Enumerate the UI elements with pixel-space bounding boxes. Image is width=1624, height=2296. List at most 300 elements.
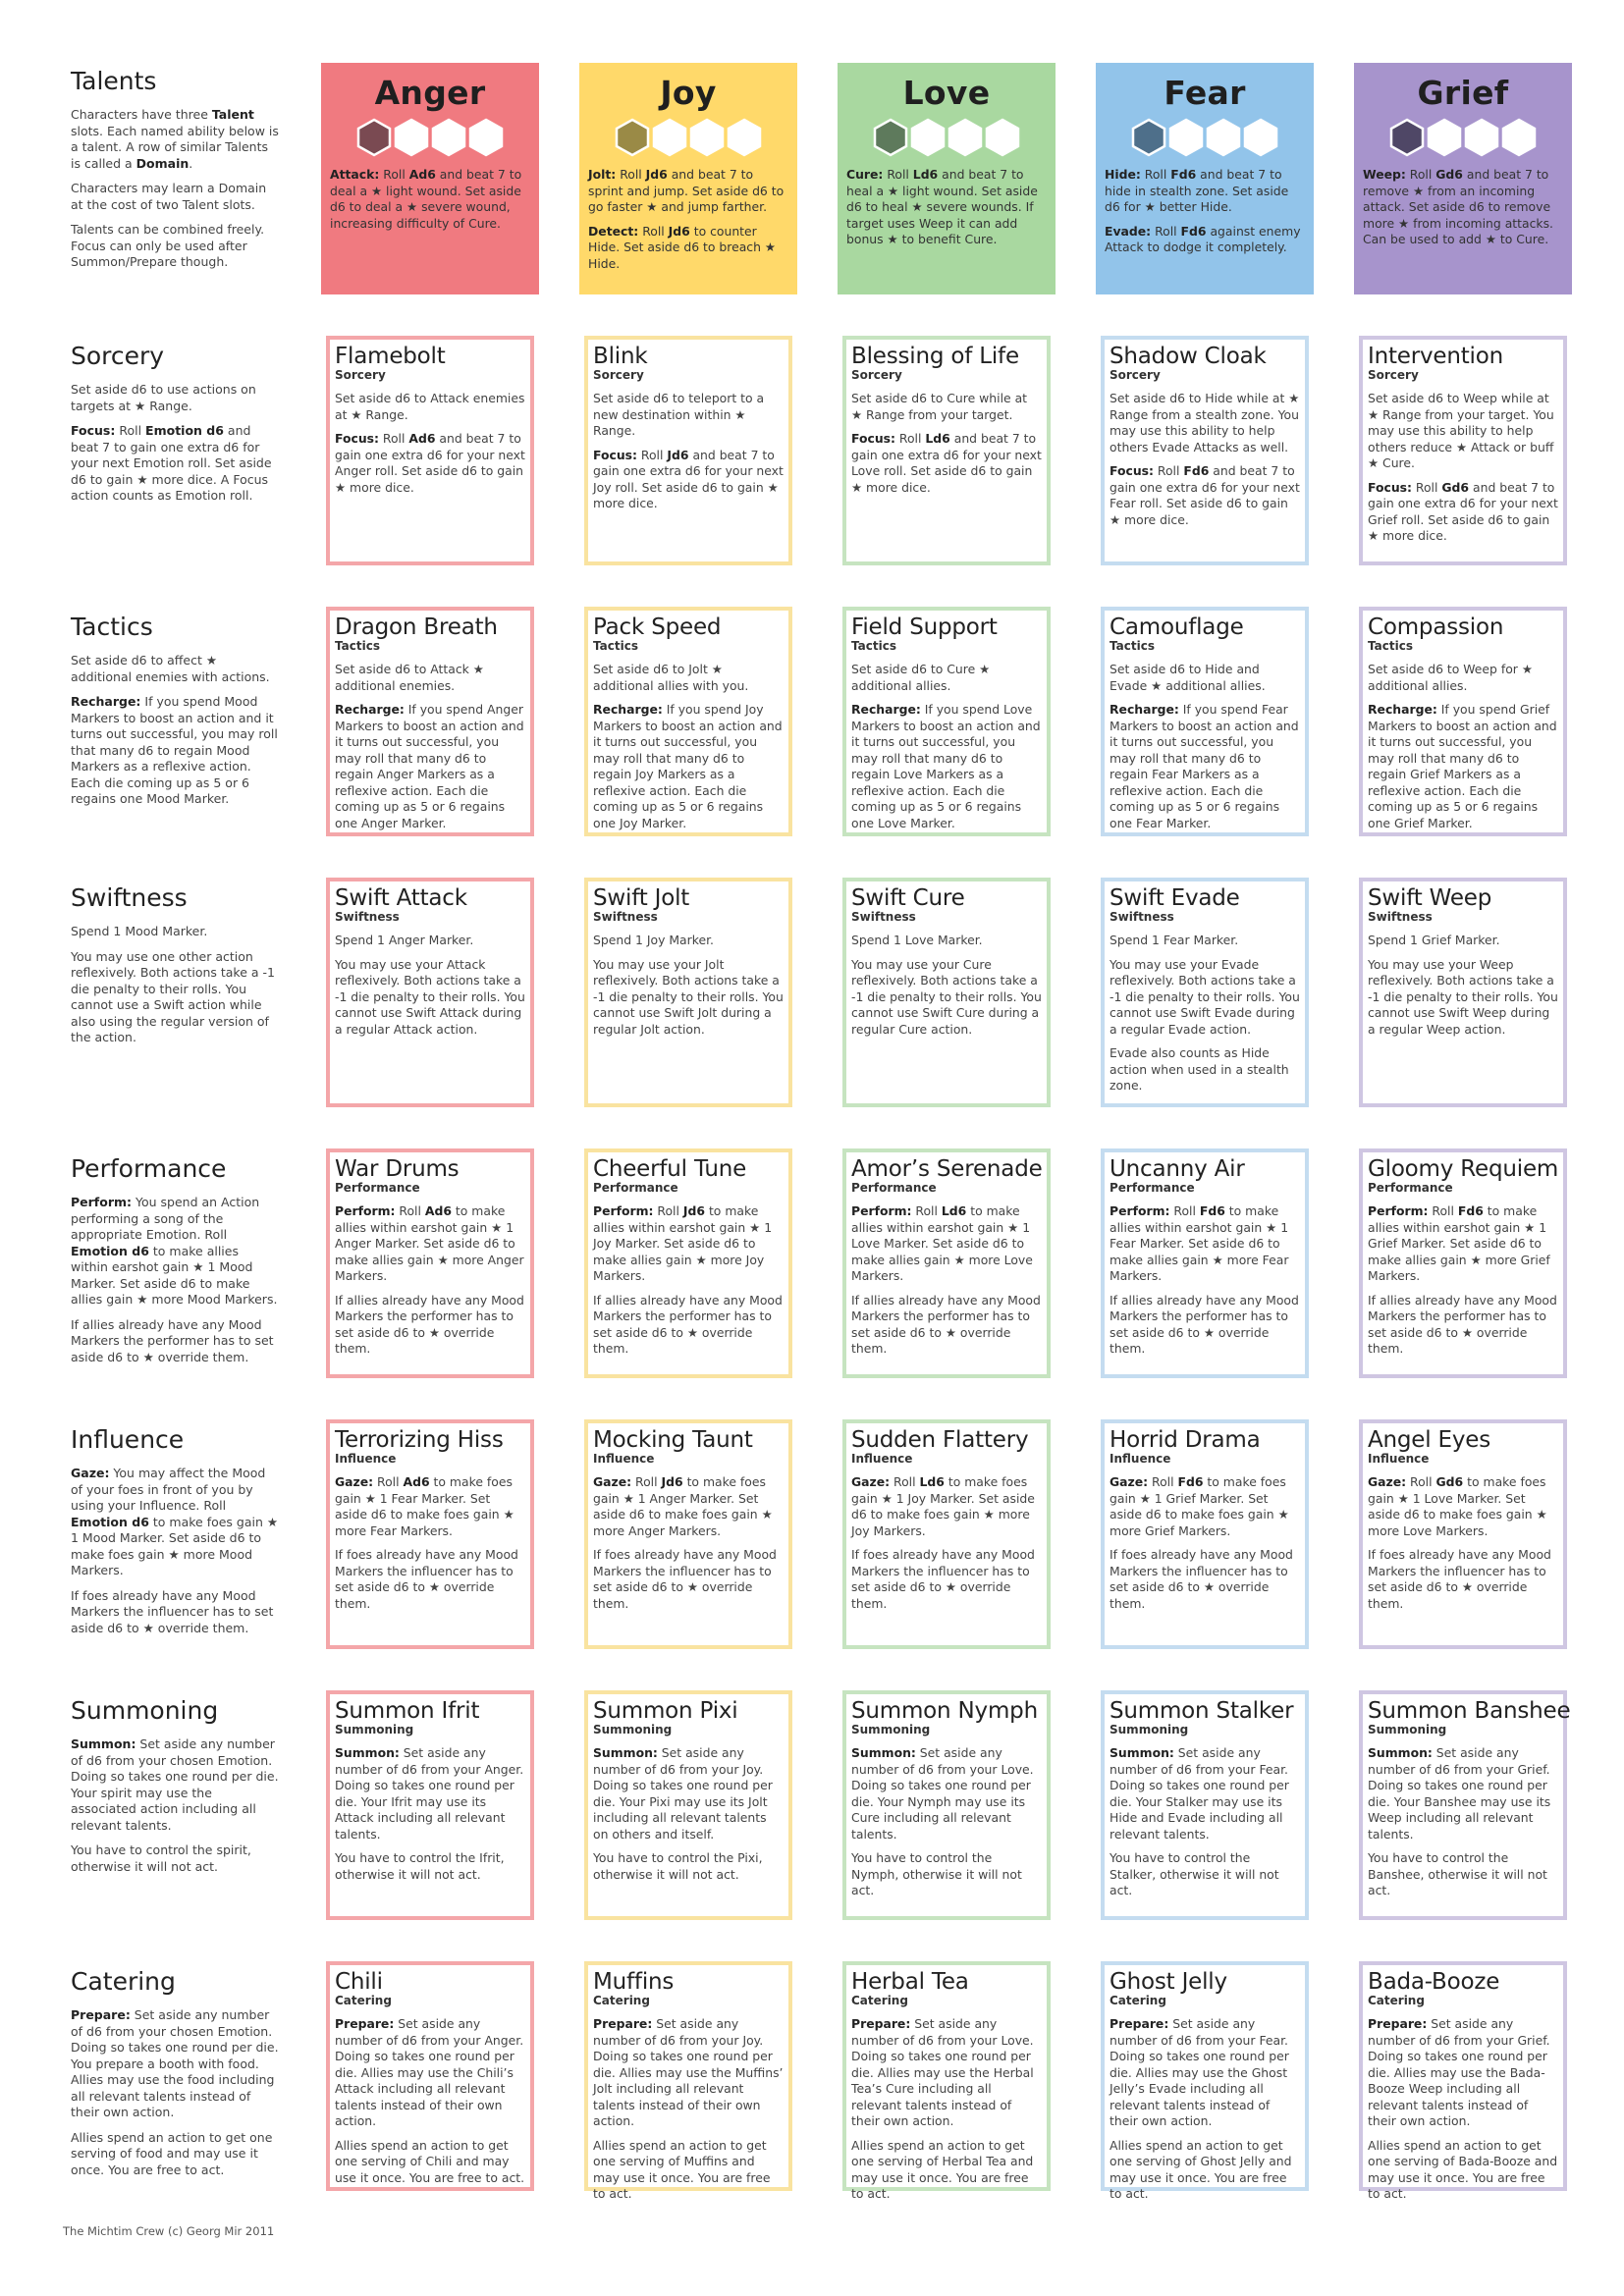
emotion-rules bbox=[846, 167, 1047, 248]
empty-hexagon-icon bbox=[431, 118, 466, 157]
empty-hexagon-icon bbox=[947, 118, 983, 157]
talent-rules bbox=[851, 1203, 1042, 1358]
paragraph: Characters may learn a Domain at the cost of two Talent slots. bbox=[71, 181, 267, 212]
talent-domain-label: Performance bbox=[851, 1181, 937, 1195]
paragraph: Spend 1 Joy Marker. bbox=[593, 933, 714, 947]
paragraph: If allies already have any Mood Markers the performer has to set aside d6 to ★ override them. bbox=[593, 1292, 783, 1356]
talent-title: Camouflage bbox=[1110, 614, 1244, 640]
talent-card-field-support bbox=[842, 607, 1051, 836]
talent-domain-label: Performance bbox=[593, 1181, 678, 1195]
paragraph: Set aside d6 to Weep for ★ additional allies. bbox=[1368, 662, 1533, 693]
emotion-card-grief bbox=[1354, 63, 1572, 294]
talent-rules bbox=[593, 662, 784, 831]
domain-description bbox=[71, 1696, 279, 1884]
paragraph: Summon: Set aside any number of d6 from your Fear. Doing so takes one round per die. Your Stalker may use its Hide and Evade including all relevant talents. bbox=[1110, 1745, 1289, 1842]
talent-card-blink bbox=[584, 336, 792, 565]
paragraph: Prepare: Set aside any number of d6 from your Fear. Doing so takes one round per die. Allies may use the Ghost Jelly’s Evade including all relevant talents instead of their own action. bbox=[1110, 2016, 1289, 2128]
talent-card-muffins bbox=[584, 1961, 792, 2201]
talent-rules bbox=[335, 2016, 525, 2186]
talent-domain-label: Swiftness bbox=[593, 910, 658, 924]
paragraph: Perform: Roll Jd6 to make allies within earshot gain ★ 1 Joy Marker. Set aside d6 to make allies gain ★ more Joy Markers. bbox=[593, 1203, 773, 1283]
talent-card-sudden-flattery bbox=[842, 1419, 1051, 1649]
talent-domain-label: Catering bbox=[851, 1994, 908, 2007]
empty-hexagon-icon bbox=[1243, 118, 1278, 157]
paragraph: Hide: Roll Fd6 and beat 7 to hide in stealth zone. Set aside d6 for ★ better Hide. bbox=[1105, 167, 1289, 214]
talent-domain-label: Catering bbox=[593, 1994, 650, 2007]
paragraph: If foes already have any Mood Markers the influencer has to set aside d6 to ★ override them. bbox=[71, 1587, 274, 1635]
paragraph: Jolt: Roll Jd6 and beat 7 to sprint and jump. Set aside d6 to go faster ★ and jump farther. bbox=[588, 167, 785, 214]
talent-card-shadow-cloak bbox=[1101, 336, 1309, 565]
talent-card-angel-eyes bbox=[1359, 1419, 1567, 1649]
paragraph: Focus: Roll Emotion d6 and beat 7 to gain one extra d6 for your next Emotion roll. Set aside d6 to gain ★ more dice. A Focus action counts as Emotion roll. bbox=[71, 423, 272, 503]
talent-title: Summon Nymph bbox=[851, 1698, 1038, 1724]
talent-card-compassion bbox=[1359, 607, 1567, 836]
paragraph: Allies spend an action to get one serving of food and may use it once. You are free to act. bbox=[71, 2129, 273, 2177]
empty-hexagon-icon bbox=[1427, 118, 1462, 157]
paragraph: Summon: Set aside any number of d6 from your Grief. Doing so takes one round per die. Your Banshee may use its Weep including all relevant talents. bbox=[1368, 1745, 1551, 1842]
paragraph: Recharge: If you spend Mood Markers to boost an action and it turns out successful, you may roll that many d6 to regain Mood Markers as a reflexive action. Each die coming up as 5 or 6 regains one Mood Marker. bbox=[71, 694, 278, 806]
talent-title: Summon Ifrit bbox=[335, 1698, 480, 1724]
paragraph: Set aside d6 to Cure while at ★ Range from your target. bbox=[851, 391, 1028, 422]
talent-domain-label: Performance bbox=[1110, 1181, 1195, 1195]
talent-card-summon-ifrit bbox=[326, 1690, 534, 1920]
talent-title: Swift Cure bbox=[851, 885, 965, 911]
talent-title: Dragon Breath bbox=[335, 614, 498, 640]
empty-hexagon-icon bbox=[1501, 118, 1537, 157]
domain-title: Summoning bbox=[71, 1696, 219, 1725]
talent-title: Pack Speed bbox=[593, 614, 722, 640]
talent-card-mocking-taunt bbox=[584, 1419, 792, 1649]
emotion-dice bbox=[1363, 118, 1563, 157]
domain-row-tactics bbox=[0, 607, 1624, 836]
talent-title: Terrorizing Hiss bbox=[335, 1427, 504, 1453]
talent-rules bbox=[1110, 1203, 1300, 1358]
talent-domain-label: Sorcery bbox=[593, 368, 644, 382]
talent-title: Summon Pixi bbox=[593, 1698, 738, 1724]
talent-title: Intervention bbox=[1368, 344, 1503, 369]
paragraph: Set aside d6 to Weep while at ★ Range from your target. You may use this ability to help others reduce ★ Attack or buff ★ Cure. bbox=[1368, 391, 1554, 470]
domain-description bbox=[71, 342, 279, 513]
talent-title: Field Support bbox=[851, 614, 998, 640]
talent-rules bbox=[851, 1474, 1042, 1612]
talent-card-herbal-tea bbox=[842, 1961, 1051, 2201]
talent-domain-label: Swiftness bbox=[335, 910, 400, 924]
paragraph: Summon: Set aside any number of d6 from your chosen Emotion. Doing so takes one round per die. Your spirit may use the associated action including all relevant talents. bbox=[71, 1736, 279, 1833]
filled-hexagon-icon bbox=[873, 118, 908, 157]
talent-card-swift-evade bbox=[1101, 878, 1309, 1107]
paragraph: If allies already have any Mood Markers the performer has to set aside d6 to ★ override them. bbox=[335, 1292, 524, 1356]
talent-rules bbox=[593, 1745, 784, 1883]
paragraph: Prepare: Set aside any number of d6 from your Grief. Doing so takes one round per die. Allies may use the Bada-Booze Weep including all relevant talents instead of their own action. bbox=[1368, 2016, 1550, 2128]
paragraph: Gaze: You may affect the Mood of your foes in front of you by using your Influence. Roll Emotion d6 to make foes gain ★ 1 Mood Marker. Set aside d6 to make foes gain ★ more Mood Markers. bbox=[71, 1466, 279, 1577]
paragraph: Cure: Roll Ld6 and beat 7 to heal a ★ light wound. Set aside d6 to heal ★ severe wounds. If target uses Weep it can add bonus ★ to benefit Cure. bbox=[846, 167, 1038, 246]
paragraph: If foes already have any Mood Markers the influencer has to set aside d6 to ★ override them. bbox=[593, 1547, 777, 1611]
talent-domain-label: Tactics bbox=[593, 639, 638, 653]
talent-rules bbox=[593, 1203, 784, 1358]
emotion-card-fear bbox=[1096, 63, 1314, 294]
empty-hexagon-icon bbox=[468, 118, 504, 157]
talent-domain-label: Tactics bbox=[1110, 639, 1155, 653]
paragraph: Set aside d6 to affect ★ additional enemies with actions. bbox=[71, 653, 270, 684]
domain-title: Performance bbox=[71, 1154, 227, 1183]
talent-card-blessing-of-life bbox=[842, 336, 1051, 565]
paragraph: Gaze: Roll Ad6 to make foes gain ★ 1 Fear Marker. Set aside d6 to make foes gain ★ more Fear Markers. bbox=[335, 1474, 514, 1538]
talent-domain-label: Catering bbox=[1110, 1994, 1166, 2007]
talent-card-ghost-jelly bbox=[1101, 1961, 1309, 2201]
paragraph: If allies already have any Mood Markers the performer has to set aside d6 to ★ override them. bbox=[71, 1316, 274, 1364]
talent-card-summon-stalker bbox=[1101, 1690, 1309, 1920]
domain-text bbox=[71, 1736, 279, 1875]
domain-text bbox=[71, 924, 279, 1046]
paragraph: You have to control the Stalker, otherwise it will not act. bbox=[1110, 1850, 1279, 1897]
emotions-row bbox=[0, 63, 1624, 298]
talent-rules bbox=[1368, 662, 1558, 831]
talent-title: Blessing of Life bbox=[851, 344, 1019, 369]
paragraph: You may use your Jolt reflexively. Both actions take a -1 die penalty to their rolls. You cannot use Swift Jolt during a regular Jolt action. bbox=[593, 956, 784, 1037]
paragraph: Summon: Set aside any number of d6 from your Joy. Doing so takes one round per die. Your Pixi may use its Jolt including all relevant talents on others and itself. bbox=[593, 1745, 773, 1842]
domain-text bbox=[71, 1195, 279, 1365]
talent-domain-label: Sorcery bbox=[1368, 368, 1419, 382]
talent-domain-label: Performance bbox=[335, 1181, 420, 1195]
talent-domain-label: Catering bbox=[335, 1994, 392, 2007]
domain-text bbox=[71, 1466, 279, 1636]
paragraph: Focus: Roll Gd6 and beat 7 to gain one extra d6 for your next Grief roll. Set aside d6 to gain ★ more dice. bbox=[1368, 479, 1558, 543]
talent-card-terrorizing-hiss bbox=[326, 1419, 534, 1649]
emotion-card-joy bbox=[579, 63, 797, 294]
paragraph: Talents can be combined freely. Focus can only be used after Summon/Prepare though. bbox=[71, 222, 265, 269]
filled-hexagon-icon bbox=[1131, 118, 1166, 157]
talent-rules bbox=[593, 2016, 784, 2203]
talent-card-war-drums bbox=[326, 1148, 534, 1378]
domain-title: Swiftness bbox=[71, 883, 188, 912]
paragraph: You may use your Weep reflexively. Both actions take a -1 die penalty to their rolls. You cannot use Swift Weep during a regular Weep action. bbox=[1368, 956, 1558, 1037]
paragraph: Set aside d6 to Attack ★ additional enemies. bbox=[335, 662, 484, 693]
paragraph: Recharge: If you spend Joy Markers to boost an action and it turns out successful, you may roll that many d6 to regain Joy Markers as a reflexive action. Each die coming up as 5 or 6 regains one Joy Marker. bbox=[593, 702, 783, 830]
talent-title: Summon Banshee bbox=[1368, 1698, 1571, 1724]
domain-text bbox=[71, 653, 279, 808]
emotion-dice bbox=[330, 118, 530, 157]
talent-title: Bada-Booze bbox=[1368, 1969, 1500, 1995]
empty-hexagon-icon bbox=[910, 118, 946, 157]
paragraph: Gaze: Roll Fd6 to make foes gain ★ 1 Grief Marker. Set aside d6 to make foes gain ★ more Grief Markers. bbox=[1110, 1474, 1289, 1538]
talent-rules bbox=[1368, 391, 1558, 545]
talent-title: Ghost Jelly bbox=[1110, 1969, 1227, 1995]
copyright-footer: The Michtim Crew (c) Georg Mir 2011 bbox=[63, 2224, 275, 2238]
talent-card-summon-pixi bbox=[584, 1690, 792, 1920]
paragraph: Allies spend an action to get one serving of Chili and may use it once. You are free to act. bbox=[335, 2137, 525, 2185]
paragraph: If allies already have any Mood Markers the performer has to set aside d6 to ★ override them. bbox=[1368, 1292, 1557, 1356]
paragraph: Recharge: If you spend Grief Markers to boost an action and it turns out successful, you may roll that many d6 to regain Grief Markers as a reflexive action. Each die coming up as 5 or 6 regains one Grief Marker. bbox=[1368, 702, 1557, 830]
talent-card-swift-cure bbox=[842, 878, 1051, 1107]
talent-rules bbox=[593, 1474, 784, 1612]
paragraph: Detect: Roll Jd6 to counter Hide. Set aside d6 to breach ★ Hide. bbox=[588, 223, 777, 271]
paragraph: Focus: Roll Fd6 and beat 7 to gain one extra d6 for your next Fear roll. Set aside d6 to gain ★ more dice. bbox=[1110, 463, 1300, 527]
empty-hexagon-icon bbox=[689, 118, 725, 157]
paragraph: If foes already have any Mood Markers the influencer has to set aside d6 to ★ override them. bbox=[851, 1547, 1035, 1611]
paragraph: Recharge: If you spend Love Markers to boost an action and it turns out successful, you may roll that many d6 to regain Love Markers as a reflexive action. Each die coming up as 5 or 6 regains one Love Marker. bbox=[851, 702, 1041, 830]
paragraph: Focus: Roll Ad6 and beat 7 to gain one extra d6 for your next Anger roll. Set aside d6 to gain ★ more dice. bbox=[335, 431, 525, 495]
talent-rules bbox=[1368, 1745, 1558, 1899]
paragraph: You may use one other action reflexively. Both actions take a -1 die penalty to their rolls. You cannot use a Swift action while also using the regular version of the action. bbox=[71, 948, 275, 1044]
paragraph: Attack: Roll Ad6 and beat 7 to deal a ★ light wound. Set aside d6 to deal a ★ severe wound, increasing difficulty of Cure. bbox=[330, 167, 522, 231]
empty-hexagon-icon bbox=[727, 118, 762, 157]
paragraph: Recharge: If you spend Anger Markers to boost an action and it turns out successful, you may roll that many d6 to regain Anger Markers as a reflexive action. Each die coming up as 5 or 6 regains one Anger Marker. bbox=[335, 702, 524, 830]
talent-card-chili bbox=[326, 1961, 534, 2191]
paragraph: If foes already have any Mood Markers the influencer has to set aside d6 to ★ override them. bbox=[1368, 1547, 1551, 1611]
paragraph: Set aside d6 to Hide while at ★ Range from a stealth zone. You may use this ability to help others Evade Attacks as well. bbox=[1110, 391, 1300, 454]
paragraph: Allies spend an action to get one serving of Bada-Booze and may use it once. You are free to act. bbox=[1368, 2137, 1558, 2201]
talent-card-swift-weep bbox=[1359, 878, 1567, 1107]
talent-domain-label: Influence bbox=[593, 1452, 655, 1466]
talent-card-uncanny-air bbox=[1101, 1148, 1309, 1378]
empty-hexagon-icon bbox=[1464, 118, 1499, 157]
emotion-title: Anger bbox=[374, 74, 486, 112]
paragraph: You have to control the Ifrit, otherwise it will not act. bbox=[335, 1850, 505, 1882]
talent-domain-label: Swiftness bbox=[1110, 910, 1174, 924]
talent-card-pack-speed bbox=[584, 607, 792, 836]
talent-title: Sudden Flattery bbox=[851, 1427, 1029, 1453]
domain-description bbox=[71, 1154, 279, 1374]
intro-title: Talents bbox=[71, 67, 157, 95]
empty-hexagon-icon bbox=[1206, 118, 1241, 157]
talent-rules bbox=[335, 933, 525, 1038]
talent-rules bbox=[335, 1745, 525, 1883]
domain-row-catering bbox=[0, 1961, 1624, 2201]
talent-rules bbox=[1110, 1474, 1300, 1612]
talent-rules bbox=[335, 662, 525, 831]
talent-card-dragon-breath bbox=[326, 607, 534, 836]
talent-title: Muffins bbox=[593, 1969, 675, 1995]
intro-text bbox=[71, 107, 279, 271]
paragraph: Summon: Set aside any number of d6 from your Love. Doing so takes one round per die. Your Nymph may use its Cure including all relevant talents. bbox=[851, 1745, 1034, 1842]
paragraph: Prepare: Set aside any number of d6 from your chosen Emotion. Doing so takes one round per die. You prepare a booth with food. Allies may use the food including all relevant talents instead of their own action. bbox=[71, 2007, 279, 2119]
paragraph: If foes already have any Mood Markers the influencer has to set aside d6 to ★ override them. bbox=[1110, 1547, 1293, 1611]
paragraph: You have to control the Banshee, otherwise it will not act. bbox=[1368, 1850, 1547, 1897]
paragraph: Set aside d6 to Cure ★ additional allies. bbox=[851, 662, 991, 693]
talent-card-flamebolt bbox=[326, 336, 534, 565]
paragraph: Prepare: Set aside any number of d6 from your Anger. Doing so takes one round per die. Allies may use the Chili’s Attack including all relevant talents instead of their own action. bbox=[335, 2016, 524, 2128]
talent-card-horrid-drama bbox=[1101, 1419, 1309, 1649]
paragraph: Weep: Roll Gd6 and beat 7 to remove ★ from an incoming attack. Set aside d6 to remove more ★ from incoming attacks. Can be used to add ★ to Cure. bbox=[1363, 167, 1553, 246]
emotion-title: Joy bbox=[660, 74, 717, 112]
talent-title: Compassion bbox=[1368, 614, 1504, 640]
talent-card-cheerful-tune bbox=[584, 1148, 792, 1378]
emotion-card-anger bbox=[321, 63, 539, 294]
talent-title: Swift Attack bbox=[335, 885, 467, 911]
paragraph: Perform: Roll Ld6 to make allies within earshot gain ★ 1 Love Marker. Set aside d6 to make allies gain ★ more Love Markers. bbox=[851, 1203, 1033, 1283]
paragraph: Spend 1 Love Marker. bbox=[851, 933, 983, 947]
paragraph: Spend 1 Grief Marker. bbox=[1368, 933, 1500, 947]
talent-title: Amor’s Serenade bbox=[851, 1156, 1043, 1182]
paragraph: You may use your Attack reflexively. Both actions take a -1 die penalty to their rolls. You cannot use Swift Attack during a regular Attack action. bbox=[335, 956, 525, 1037]
domain-text bbox=[71, 382, 279, 505]
talent-domain-label: Sorcery bbox=[1110, 368, 1161, 382]
domain-title: Sorcery bbox=[71, 342, 165, 370]
domain-description bbox=[71, 1425, 279, 1645]
talent-rules bbox=[1368, 2016, 1558, 2203]
talent-domain-label: Sorcery bbox=[335, 368, 386, 382]
emotion-title: Love bbox=[902, 74, 991, 112]
talent-card-swift-attack bbox=[326, 878, 534, 1107]
empty-hexagon-icon bbox=[1168, 118, 1204, 157]
talent-domain-label: Swiftness bbox=[1368, 910, 1433, 924]
filled-hexagon-icon bbox=[1389, 118, 1425, 157]
talent-domain-label: Influence bbox=[851, 1452, 913, 1466]
talent-title: Swift Evade bbox=[1110, 885, 1240, 911]
paragraph: Focus: Roll Ld6 and beat 7 to gain one extra d6 for your next Love roll. Set aside d6 to gain ★ more dice. bbox=[851, 431, 1042, 495]
emotion-dice bbox=[846, 118, 1047, 157]
talent-rules bbox=[851, 391, 1042, 496]
talent-title: Shadow Cloak bbox=[1110, 344, 1267, 369]
talent-title: War Drums bbox=[335, 1156, 460, 1182]
talent-domain-label: Swiftness bbox=[851, 910, 916, 924]
talent-domain-label: Tactics bbox=[1368, 639, 1413, 653]
emotion-dice bbox=[588, 118, 788, 157]
paragraph: Allies spend an action to get one serving of Ghost Jelly and may use it once. You are free to act. bbox=[1110, 2137, 1292, 2201]
talent-domain-label: Influence bbox=[1110, 1452, 1171, 1466]
domain-title: Catering bbox=[71, 1967, 176, 1996]
talent-rules bbox=[335, 1203, 525, 1358]
talent-title: Blink bbox=[593, 344, 648, 369]
talent-domain-label: Tactics bbox=[851, 639, 896, 653]
talent-rules bbox=[593, 933, 784, 1038]
emotion-dice bbox=[1105, 118, 1305, 157]
talent-domain-label: Summoning bbox=[1110, 1723, 1189, 1736]
domain-description bbox=[71, 613, 279, 817]
talent-title: Uncanny Air bbox=[1110, 1156, 1245, 1182]
talent-card-amor-s-serenade bbox=[842, 1148, 1051, 1378]
talent-card-bada-booze bbox=[1359, 1961, 1567, 2201]
paragraph: Set aside d6 to Hide and Evade ★ additional allies. bbox=[1110, 662, 1266, 693]
paragraph: If foes already have any Mood Markers the influencer has to set aside d6 to ★ override them. bbox=[335, 1547, 518, 1611]
talent-domain-label: Performance bbox=[1368, 1181, 1453, 1195]
domain-row-swiftness bbox=[0, 878, 1624, 1107]
paragraph: Spend 1 Fear Marker. bbox=[1110, 933, 1239, 947]
talent-domain-label: Summoning bbox=[335, 1723, 414, 1736]
paragraph: You have to control the Nymph, otherwise it will not act. bbox=[851, 1850, 1022, 1897]
talent-card-swift-jolt bbox=[584, 878, 792, 1107]
domain-description bbox=[71, 883, 279, 1055]
talent-rules bbox=[1368, 933, 1558, 1038]
paragraph: Allies spend an action to get one serving of Herbal Tea and may use it once. You are free to act. bbox=[851, 2137, 1034, 2201]
emotion-title: Grief bbox=[1417, 74, 1509, 112]
talent-title: Swift Weep bbox=[1368, 885, 1492, 911]
talent-domain-label: Tactics bbox=[335, 639, 380, 653]
paragraph: Set aside d6 to use actions on targets at ★ Range. bbox=[71, 382, 256, 413]
domain-row-summoning bbox=[0, 1690, 1624, 1920]
talent-card-summon-nymph bbox=[842, 1690, 1051, 1920]
talent-domain-label: Summoning bbox=[851, 1723, 931, 1736]
paragraph: Perform: Roll Fd6 to make allies within earshot gain ★ 1 Grief Marker. Set aside d6 to make allies gain ★ more Grief Markers. bbox=[1368, 1203, 1550, 1283]
paragraph: Focus: Roll Jd6 and beat 7 to gain one extra d6 for your next Joy roll. Set aside d6 to gain ★ more dice. bbox=[593, 447, 784, 510]
empty-hexagon-icon bbox=[394, 118, 429, 157]
talent-card-camouflage bbox=[1101, 607, 1309, 836]
talent-rules bbox=[851, 662, 1042, 831]
talent-domain-label: Catering bbox=[1368, 1994, 1425, 2007]
intro-panel bbox=[71, 67, 279, 280]
talent-domain-label: Influence bbox=[335, 1452, 397, 1466]
talent-domain-label: Summoning bbox=[593, 1723, 673, 1736]
paragraph: Gaze: Roll Ld6 to make foes gain ★ 1 Joy Marker. Set aside d6 to make foes gain ★ more Joy Markers. bbox=[851, 1474, 1035, 1538]
domain-text bbox=[71, 2007, 279, 2178]
talent-rules bbox=[1110, 662, 1300, 831]
talent-title: Horrid Drama bbox=[1110, 1427, 1261, 1453]
talent-domain-label: Sorcery bbox=[851, 368, 902, 382]
paragraph: Evade also counts as Hide action when used in a stealth zone. bbox=[1110, 1045, 1289, 1093]
paragraph: If allies already have any Mood Markers the performer has to set aside d6 to ★ override them. bbox=[1110, 1292, 1299, 1356]
domain-row-sorcery bbox=[0, 336, 1624, 565]
paragraph: You may use your Cure reflexively. Both actions take a -1 die penalty to their rolls. You cannot use Swift Cure during a regular Cure action. bbox=[851, 956, 1042, 1037]
paragraph: Characters have three Talent slots. Each named ability below is a talent. A row of similar Talents is called a Domain. bbox=[71, 107, 279, 171]
paragraph: Perform: Roll Fd6 to make allies within earshot gain ★ 1 Fear Marker. Set aside d6 to make allies gain ★ more Fear Markers. bbox=[1110, 1203, 1289, 1283]
talent-title: Summon Stalker bbox=[1110, 1698, 1294, 1724]
paragraph: You have to control the spirit, otherwise it will not act. bbox=[71, 1842, 251, 1874]
talent-rules bbox=[1110, 933, 1300, 1095]
talent-rules bbox=[851, 1745, 1042, 1899]
talent-rules bbox=[335, 391, 525, 496]
filled-hexagon-icon bbox=[356, 118, 392, 157]
domain-row-influence bbox=[0, 1419, 1624, 1649]
paragraph: Spend 1 Anger Marker. bbox=[335, 933, 474, 947]
talent-rules bbox=[1110, 1745, 1300, 1899]
talent-title: Flamebolt bbox=[335, 344, 446, 369]
paragraph: Perform: You spend an Action performing a song of the appropriate Emotion. Roll Emotion d6 to make allies within earshot gain ★ 1 Mood Marker. Set aside d6 to make allies gain ★ more Mood Markers. bbox=[71, 1195, 278, 1307]
domain-description bbox=[71, 1967, 279, 2187]
talent-title: Chili bbox=[335, 1969, 383, 1995]
filled-hexagon-icon bbox=[615, 118, 650, 157]
domain-title: Tactics bbox=[71, 613, 153, 641]
talent-title: Mocking Taunt bbox=[593, 1427, 753, 1453]
emotion-title: Fear bbox=[1164, 74, 1246, 112]
talent-domain-label: Influence bbox=[1368, 1452, 1430, 1466]
talent-rules bbox=[1368, 1474, 1558, 1612]
paragraph: Summon: Set aside any number of d6 from your Anger. Doing so takes one round per die. Your Ifrit may use its Attack including all relevant talents. bbox=[335, 1745, 524, 1842]
paragraph: Set aside d6 to Attack enemies at ★ Range. bbox=[335, 391, 525, 422]
talent-card-gloomy-requiem bbox=[1359, 1148, 1567, 1378]
domain-title: Influence bbox=[71, 1425, 185, 1454]
paragraph: Evade: Roll Fd6 against enemy Attack to dodge it completely. bbox=[1105, 223, 1301, 254]
paragraph: Set aside d6 to teleport to a new destination within ★ Range. bbox=[593, 391, 765, 438]
talent-rules bbox=[335, 1474, 525, 1612]
paragraph: You have to control the Pixi, otherwise it will not act. bbox=[593, 1850, 763, 1882]
paragraph: Recharge: If you spend Fear Markers to boost an action and it turns out successful, you may roll that many d6 to regain Fear Markers as a reflexive action. Each die coming up as 5 or 6 regains one Fear Marker. bbox=[1110, 702, 1299, 830]
paragraph: Gaze: Roll Jd6 to make foes gain ★ 1 Anger Marker. Set aside d6 to make foes gain ★ more Anger Markers. bbox=[593, 1474, 773, 1538]
paragraph: Prepare: Set aside any number of d6 from your Joy. Doing so takes one round per die. Allies may use the Muffins’ Jolt including all relevant talents instead of their own action. bbox=[593, 2016, 784, 2128]
talent-title: Cheerful Tune bbox=[593, 1156, 747, 1182]
paragraph: Prepare: Set aside any number of d6 from your Love. Doing so takes one round per die. Allies may use the Herbal Tea’s Cure including all relevant talents instead of their own action. bbox=[851, 2016, 1034, 2128]
empty-hexagon-icon bbox=[652, 118, 687, 157]
paragraph: Gaze: Roll Gd6 to make foes gain ★ 1 Love Marker. Set aside d6 to make foes gain ★ more Love Markers. bbox=[1368, 1474, 1547, 1538]
talent-rules bbox=[1368, 1203, 1558, 1358]
emotion-rules bbox=[1363, 167, 1563, 248]
emotion-rules bbox=[1105, 167, 1305, 256]
talent-card-summon-banshee bbox=[1359, 1690, 1571, 1920]
talent-rules bbox=[1110, 2016, 1300, 2203]
talent-rules bbox=[851, 2016, 1042, 2203]
talent-rules bbox=[593, 391, 784, 512]
talent-rules bbox=[1110, 391, 1300, 528]
emotion-rules bbox=[330, 167, 530, 232]
empty-hexagon-icon bbox=[985, 118, 1020, 157]
paragraph: Spend 1 Mood Marker. bbox=[71, 924, 208, 938]
talent-title: Gloomy Requiem bbox=[1368, 1156, 1559, 1182]
emotion-rules bbox=[588, 167, 788, 272]
talent-title: Swift Jolt bbox=[593, 885, 690, 911]
paragraph: Perform: Roll Ad6 to make allies within earshot gain ★ 1 Anger Marker. Set aside d6 to make allies gain ★ more Anger Markers. bbox=[335, 1203, 524, 1283]
talent-domain-label: Summoning bbox=[1368, 1723, 1447, 1736]
paragraph: Set aside d6 to Jolt ★ additional allies with you. bbox=[593, 662, 749, 693]
emotion-card-love bbox=[838, 63, 1056, 294]
